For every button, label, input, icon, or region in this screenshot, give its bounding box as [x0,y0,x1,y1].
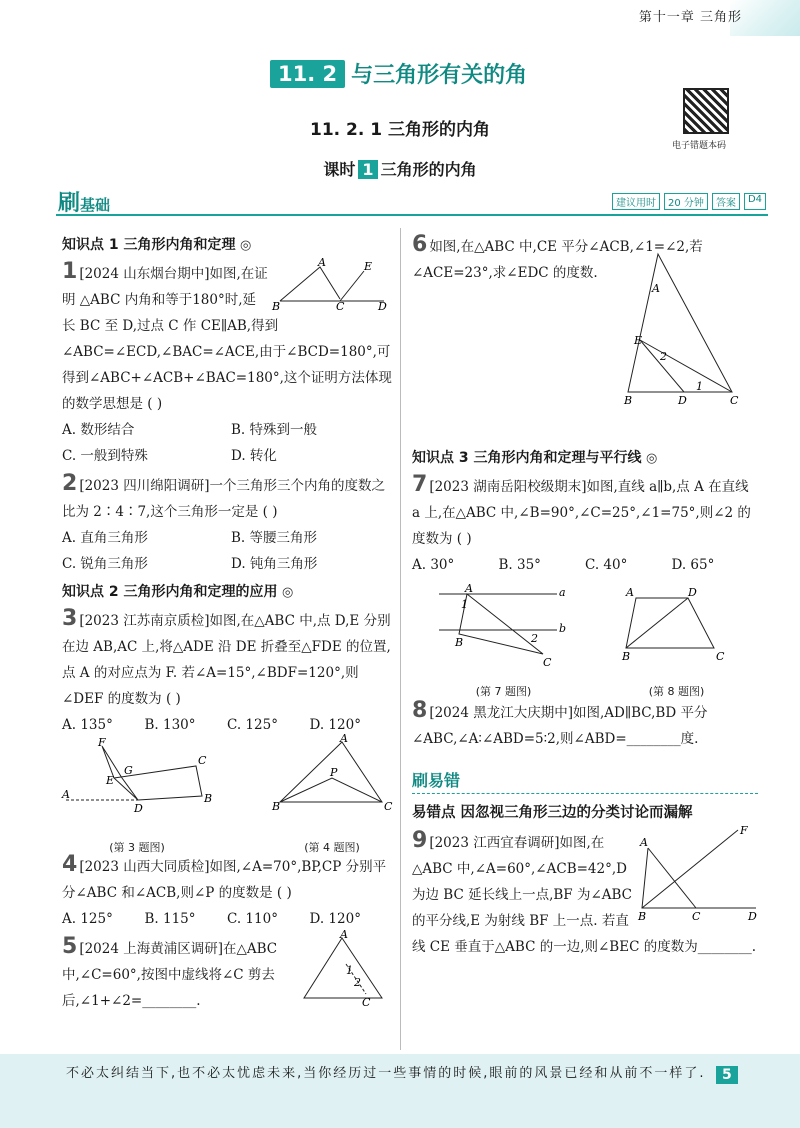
svg-text:A: A [340,732,348,745]
knowledge-point-3: 知识点 3 三角形内角和定理与平行线 ◎ [412,447,758,470]
section-number: 11. 2 [270,60,345,88]
svg-text:D: D [378,300,387,313]
option-b[interactable]: B. 等腰三角形 [231,530,318,546]
caption-figure-8: (第 8 题图) [648,685,705,698]
option-d[interactable]: D. 120° [309,717,361,733]
svg-text:C: C [336,300,345,313]
svg-text:A: A [625,586,634,599]
question-9 [412,824,758,960]
option-a[interactable]: A. 直角三角形 [62,530,148,546]
question-1 [62,256,392,469]
svg-text:A: A [340,928,348,941]
svg-text:2: 2 [354,976,361,989]
question-number: 1 [62,259,78,284]
caption-figure-7: (第 7 题图) [475,685,532,698]
question-number: 4 [62,852,78,877]
figure-7 [439,584,569,696]
svg-text:1: 1 [346,964,353,977]
time-label: 建议用时 [612,193,660,210]
svg-text:G: G [124,764,133,777]
chapter-header: 第十一章 三角形 [638,10,742,25]
svg-text:B: B [272,300,281,313]
time-value: 20 分钟 [664,193,708,210]
question-text: [2023 江西宜春调研]如图,在△ABC 中,∠A=60°,∠ACB=42°,D 为边 BC 延长线上一点,BF 为∠ABC 的平分线,E 为射线 BF 上一点. 若直线 CE 垂直于△ABC 的一边,则∠BEC 的度数为________. [412,835,756,955]
question-number: 2 [62,471,78,496]
svg-text:C: C [730,394,739,407]
figure-8-svg [622,584,732,670]
question-5 [62,928,392,1014]
option-c[interactable]: C. 125° [227,717,278,733]
lesson-prefix: 课时 [323,160,356,179]
question-2 [62,471,392,577]
options [62,906,392,932]
question-number: 8 [412,698,428,723]
question-number: 9 [412,828,428,853]
figure-q6 [412,282,758,407]
svg-text:2: 2 [660,350,667,363]
svg-text:D: D [134,802,143,815]
options [62,417,392,469]
time-answer-meta [612,193,766,210]
svg-text:F: F [98,736,106,749]
options [412,552,758,578]
question-text: [2024 黑龙江大庆期中]如图,AD∥BC,BD 平分∠ABC,∠A∶∠ABD=5∶2,则∠ABD=________度. [412,705,708,747]
option-b[interactable]: B. 特殊到一般 [231,422,318,438]
option-b[interactable]: B. 115° [144,911,196,927]
lesson-name: 三角形的内角 [380,160,477,179]
figures-7-8 [412,584,758,696]
lesson-title [0,157,800,180]
option-d[interactable]: D. 120° [309,911,361,927]
figure-4-svg [272,732,393,826]
svg-text:B: B [204,792,213,805]
option-d[interactable]: D. 转化 [231,448,277,464]
knowledge-point-1: 知识点 1 三角形内角和定理 ◎ [62,234,392,257]
figure-8 [622,584,732,696]
question-number: 3 [62,606,78,631]
svg-text:F: F [740,824,748,837]
svg-text:1: 1 [696,380,703,393]
lesson-number: 1 [358,160,377,179]
svg-text:B: B [638,910,647,923]
svg-text:C: C [362,996,371,1009]
option-c[interactable]: C. 110° [227,911,278,927]
error-banner [412,768,758,794]
question-8 [412,698,758,752]
brush-char: 刷 [58,191,81,216]
option-b[interactable]: B. 130° [144,717,196,733]
svg-text:D: D [687,586,697,599]
svg-text:A: A [62,788,70,801]
error-section-title: 刷易错 [412,771,461,790]
options [62,525,392,577]
option-a[interactable]: A. 数形结合 [62,422,135,438]
svg-text:D: D [678,394,687,407]
svg-text:D: D [748,910,757,923]
question-text: [2023 江苏南京质检]如图,在△ABC 中,点 D,E 分别在边 AB,AC 上,将△ADE 沿 DE 折叠至△FDE 的位置,点 A 的对应点为 F. 若∠A=15°,∠BDF=120°,则∠DEF 的度数为 ( ) [62,613,391,707]
figure-q1 [272,256,392,313]
question-6 [412,232,758,405]
question-text: 如图,在△ABC 中,CE 平分∠ACB,∠1=∠2,若∠ACE=23°,求∠EDC 的度数. [412,239,703,281]
svg-text:2: 2 [530,632,538,645]
question-3 [62,606,392,738]
svg-text:a: a [558,586,566,599]
figures-3-4 [62,732,393,854]
option-d[interactable]: D. 钝角三角形 [231,556,318,572]
svg-text:A: A [640,836,648,849]
question-number: 7 [412,472,428,497]
svg-text:C: C [542,656,551,669]
question-4 [62,852,392,932]
caption-figure-3: (第 3 题图) [109,841,165,854]
knowledge-point-2: 知识点 2 三角形内角和定理的应用 ◎ [62,581,392,604]
left-column [62,230,392,1014]
question-number: 6 [412,232,428,257]
figure-q5 [302,928,392,1009]
figure-3 [62,736,213,854]
column-divider [400,228,401,1050]
svg-text:P: P [330,766,338,779]
option-c[interactable]: C. 40° [585,557,628,573]
basic-text: 基础 [80,196,111,214]
brush-basic-label [58,186,110,217]
answer-label: 答案 [712,193,740,210]
svg-text:C: C [198,754,207,767]
svg-text:B: B [454,636,463,649]
page-number: 5 [716,1066,738,1084]
option-b[interactable]: B. 35° [498,557,541,573]
question-text: [2023 四川绵阳调研]一个三角形三个内角的度数之比为 2∶4∶7,这个三角形一定是 ( ) [62,478,385,520]
svg-text:B: B [272,800,281,813]
question-text: [2023 山西大同质检]如图,∠A=70°,BP,CP 分别平分∠ABC 和∠ACB,则∠P 的度数是 ( ) [62,859,387,901]
section-title-block [270,58,527,89]
answer-page: D4 [744,193,766,210]
svg-text:1: 1 [460,598,468,611]
svg-text:C: C [715,650,724,663]
option-a[interactable]: A. 135° [62,717,113,733]
svg-text:b: b [558,622,566,635]
option-a[interactable]: A. 30° [412,557,455,573]
figure-4 [272,732,393,854]
subsection-title: 11. 2. 1 三角形的内角 [310,120,490,140]
svg-text:C: C [692,910,701,923]
footer-quote: 不必太纠结当下,也不必太忧虑未来,当你经历过一些事情的时候,眼前的风景已经和从前不一样了. [66,1066,706,1081]
question-text: [2023 湖南岳阳校级期末]如图,直线 a∥b,点 A 在直线 a 上,在△ABC 中,∠B=90°,∠C=25°,∠1=75°,则∠2 的度数为 ( ) [412,479,751,547]
option-d[interactable]: D. 65° [671,557,715,573]
svg-text:B: B [621,650,630,663]
svg-text:E: E [106,774,115,787]
question-text: [2024 山东烟台期中]如图,在证明 △ABC 内角和等于180°时,延长 BC 至 D,过点 C 作 CE∥AB,得到∠ABC=∠ECD,∠BAC=∠ACE,由于∠BCD=180°,可得到∠ABC+∠ACB+∠BAC=180°,这个证明方法体现的数学思想是 ( ) [62,266,392,412]
svg-text:A: A [464,582,473,595]
question-number: 5 [62,934,78,959]
question-7 [412,472,758,578]
svg-text:E: E [364,260,373,273]
figure-3-svg [62,738,212,826]
svg-text:C: C [384,800,393,813]
svg-text:E: E [634,334,643,347]
svg-text:B: B [624,394,633,407]
question-text: [2024 上海黄浦区调研]在△ABC 中,∠C=60°,按图中虚线将∠C 剪去后,∠1+∠2=________. [62,941,278,1009]
option-c[interactable]: C. 一般到特殊 [62,448,148,464]
svg-text:A: A [652,282,660,295]
option-c[interactable]: C. 锐角三角形 [62,556,148,572]
qr-caption: 电子错题本码 [672,141,727,151]
right-column [412,230,758,960]
svg-text:A: A [318,256,326,269]
caption-figure-4: (第 4 题图) [304,841,360,854]
figure-q9 [638,824,758,923]
figure-7-svg [439,584,569,670]
option-a[interactable]: A. 125° [62,911,113,927]
section-title: 与三角形有关的角 [351,63,528,88]
error-point: 易错点 因忽视三角形三边的分类讨论而漏解 [412,805,693,821]
